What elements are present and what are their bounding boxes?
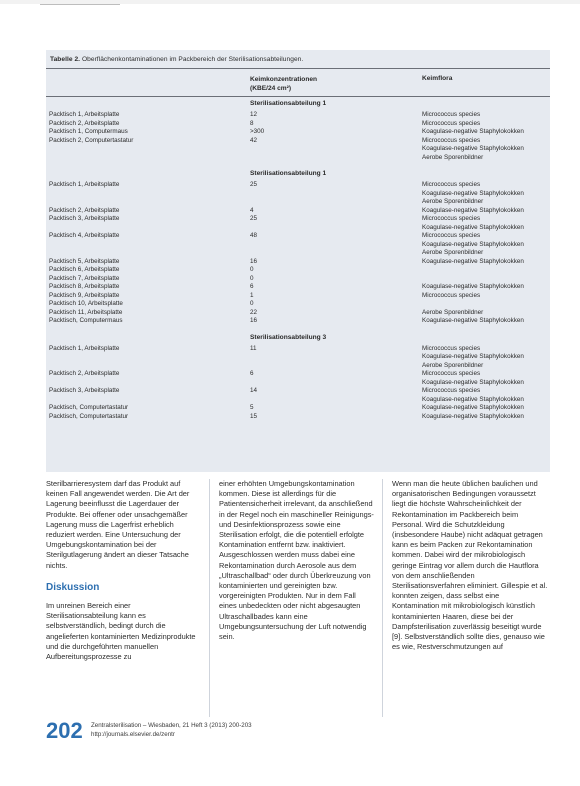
footer-journal: Zentralsterilisation – Wiesbaden, 21 Heft 3 (2013) 200-203 <box>91 722 252 729</box>
row-flora: Koagulase-negative Staphylokokken <box>422 378 524 386</box>
body-column-1 <box>46 479 202 662</box>
row-concentration: >300 <box>250 128 265 135</box>
row-concentration: 0 <box>250 300 254 307</box>
row-location: Packtisch, Computertastatur <box>49 412 129 420</box>
row-flora: Koagulase-negative Staphylokokken <box>422 395 524 403</box>
row-flora: Micrococcus species <box>422 181 481 188</box>
section-title: Sterilisationsabteilung 1 <box>250 100 327 107</box>
table-caption-label: Tabelle 2. <box>50 56 81 63</box>
row-location: Packtisch 6, Arbeitsplatte <box>49 266 120 273</box>
row-location: Packtisch 1, Computermaus <box>49 128 128 135</box>
row-flora: Micrococcus species <box>422 291 481 299</box>
row-location: Packtisch 3, Arbeitsplatte <box>49 215 120 222</box>
row-flora: Micrococcus species <box>422 119 481 127</box>
row-flora: Micrococcus species <box>422 136 481 144</box>
table-top-rule <box>46 68 550 69</box>
row-concentration: 0 <box>250 266 254 273</box>
row-flora: Koagulase-negative Staphylokokken <box>422 353 524 360</box>
row-flora: Aerobe Sporenbildner <box>422 249 484 256</box>
table-panel <box>46 50 550 472</box>
row-concentration: 15 <box>250 412 258 420</box>
row-flora: Koagulase-negative Staphylokokken <box>422 404 524 411</box>
row-location: Packtisch 8, Arbeitsplatte <box>49 283 120 290</box>
row-concentration: 22 <box>250 308 258 316</box>
table-row <box>46 412 550 421</box>
row-location: Packtisch 2, Arbeitsplatte <box>49 119 120 127</box>
row-location: Packtisch, Computertastatur <box>49 404 129 411</box>
row-concentration: 12 <box>250 111 258 118</box>
row-flora: Micrococcus species <box>422 344 481 352</box>
column-divider <box>209 479 210 717</box>
row-flora: Koagulase-negative Staphylokokken <box>422 283 524 290</box>
row-flora: Koagulase-negative Staphylokokken <box>422 240 524 248</box>
row-flora: Koagulase-negative Staphylokokken <box>422 206 524 214</box>
row-flora: Koagulase-negative Staphylokokken <box>422 223 524 231</box>
row-flora: Micrococcus species <box>422 111 481 118</box>
paragraph: Wenn man die heute üblichen baulichen und organisatorischen Bedingungen voraussetzt liegt die höchste Wahrscheinlichkeit der Rekontamination im Packbereich beim Personal. Wird die Schutzkleidung (insbesondere Haube) nicht adäquat getragen kann es beim Packen zur Rekontamination kommen. Dabei wird der mikrobiologisch geringe Eintrag vor allem durch die Hautflora von dem anschließenden Sterilisationsverfahren eliminiert. Gillespie et al. konnten zeigen, dass selbst eine Kontamination mit mikrobiologisch künstlich kontaminierten Haaren, diese bei der Dampfsterilisation zuverlässig beseitigt wurde [9]. Selbstverständlich sollte dies, genauso wie es wie, Restverschmutzungen auf <box>392 479 548 652</box>
row-concentration: 6 <box>250 283 254 290</box>
table-row <box>46 316 550 325</box>
row-location: Packtisch 2, Computertastatur <box>49 136 134 144</box>
row-flora: Aerobe Sporenbildner <box>422 198 484 205</box>
row-flora: Micrococcus species <box>422 370 481 377</box>
row-location: Packtisch 1, Arbeitsplatte <box>49 181 120 188</box>
row-concentration: 48 <box>250 232 258 239</box>
row-concentration: 8 <box>250 119 254 127</box>
row-location: Packtisch, Computermaus <box>49 317 123 324</box>
row-flora: Koagulase-negative Staphylokokken <box>422 128 524 135</box>
row-concentration: 5 <box>250 404 254 411</box>
row-concentration: 1 <box>250 291 254 299</box>
row-location: Packtisch 2, Arbeitsplatte <box>49 206 120 214</box>
row-concentration: 14 <box>250 387 258 394</box>
row-flora: Koagulase-negative Staphylokokken <box>422 317 524 324</box>
paragraph: einer erhöhten Umgebungskontamination kommen. Diese ist allerdings für die Patientensicherheit irrelevant, da anschließend in der Regel noch ein maschineller Reinigungs- und Desinfektionsprozess sowie eine Sterilisation erfolgt, die die potentiell erfolgte Kontamination entfernt bzw. inaktiviert. Ausgeschlossen werden muss dabei eine Rekontamination durch Aerosole aus dem „Ultraschallbad“ oder durch Überkreuzung von kontaminierten und gereinigten bzw. vorgereinigten Produkten. Nur in dem Fall eines unbedeckten oder nicht abgesaugten Ultraschallbades kann eine Umgebungsuntersuchung der Luft notwendig sein. <box>219 479 374 642</box>
row-flora: Koagulase-negative Staphylokokken <box>422 257 524 265</box>
page-top-rule <box>40 4 120 5</box>
row-flora: Micrococcus species <box>422 215 481 222</box>
row-location: Packtisch 9, Arbeitsplatte <box>49 291 120 299</box>
row-concentration: 11 <box>250 344 257 352</box>
row-location: Packtisch 4, Arbeitsplatte <box>49 232 120 239</box>
table-caption-text: Oberflächenkontaminationen im Packbereich der Sterilisationsabteilungen. <box>81 56 304 63</box>
section-title: Sterilisationsabteilung 3 <box>250 333 327 341</box>
row-location: Packtisch 7, Arbeitsplatte <box>49 274 120 282</box>
row-concentration: 25 <box>250 215 258 222</box>
paragraph: Im unreinen Bereich einer Sterilisationsabteilung kann es selbstverständlich, bedingt durch die angelieferten kontaminierten Medizinprodukte und die durchgeführten manuellen Aufbereitungsprozesse zu <box>46 601 196 662</box>
body-column-2 <box>219 479 375 642</box>
row-flora: Micrococcus species <box>422 232 481 239</box>
row-concentration: 16 <box>250 317 258 324</box>
header-concentration <box>250 75 317 93</box>
row-concentration: 16 <box>250 257 258 265</box>
body-column-3 <box>392 479 548 652</box>
row-location: Packtisch 1, Arbeitsplatte <box>49 344 120 352</box>
row-concentration: 6 <box>250 370 254 377</box>
table-header-rule <box>46 96 550 97</box>
header-concentration-line1: Keimkonzentrationen <box>250 76 318 83</box>
row-location: Packtisch 10, Arbeitsplatte <box>49 300 123 307</box>
section-title: Sterilisationsabteilung 1 <box>250 170 327 177</box>
table-caption <box>50 56 303 63</box>
row-location: Packtisch 3, Arbeitsplatte <box>49 387 120 394</box>
row-location: Packtisch 11, Arbeitsplatte <box>49 308 123 316</box>
row-concentration: 25 <box>250 181 258 188</box>
page-number: 202 <box>46 718 83 743</box>
row-flora: Aerobe Sporenbildner <box>422 153 484 161</box>
row-flora: Koagulase-negative Staphylokokken <box>422 189 524 197</box>
header-flora: Keimflora <box>422 75 453 82</box>
footer-url[interactable]: http://journals.elsevier.de/zentr <box>91 731 175 738</box>
row-flora: Koagulase-negative Staphylokokken <box>422 412 524 420</box>
section-heading: Diskussion <box>46 581 100 593</box>
row-concentration: 42 <box>250 136 258 144</box>
row-flora: Aerobe Sporenbildner <box>422 308 484 316</box>
row-flora: Aerobe Sporenbildner <box>422 361 484 369</box>
row-concentration: 0 <box>250 274 254 282</box>
row-location: Packtisch 5, Arbeitsplatte <box>49 257 120 265</box>
column-divider <box>382 479 383 717</box>
header-concentration-unit: (KBE/24 cm²) <box>250 85 292 92</box>
row-flora: Koagulase-negative Staphylokokken <box>422 145 524 152</box>
table-row <box>46 153 550 162</box>
row-flora: Micrococcus species <box>422 387 481 394</box>
paragraph: Sterilbarrieresystem darf das Produkt auf keinen Fall angewendet werden. Die Art der Lagerung beeinflusst die Lagerdauer der Produkte. Bei offener oder unsachgemäßer Lagerung muss die Lagerfrist erheblich reduziert werden. Eine Untersuchung der Umgebungskontamination bei der Sterilgutlagerung ändert an dieser Tatsache nichts. <box>46 479 190 570</box>
row-location: Packtisch 2, Arbeitsplatte <box>49 370 120 377</box>
row-concentration: 4 <box>250 206 254 214</box>
row-location: Packtisch 1, Arbeitsplatte <box>49 111 120 118</box>
